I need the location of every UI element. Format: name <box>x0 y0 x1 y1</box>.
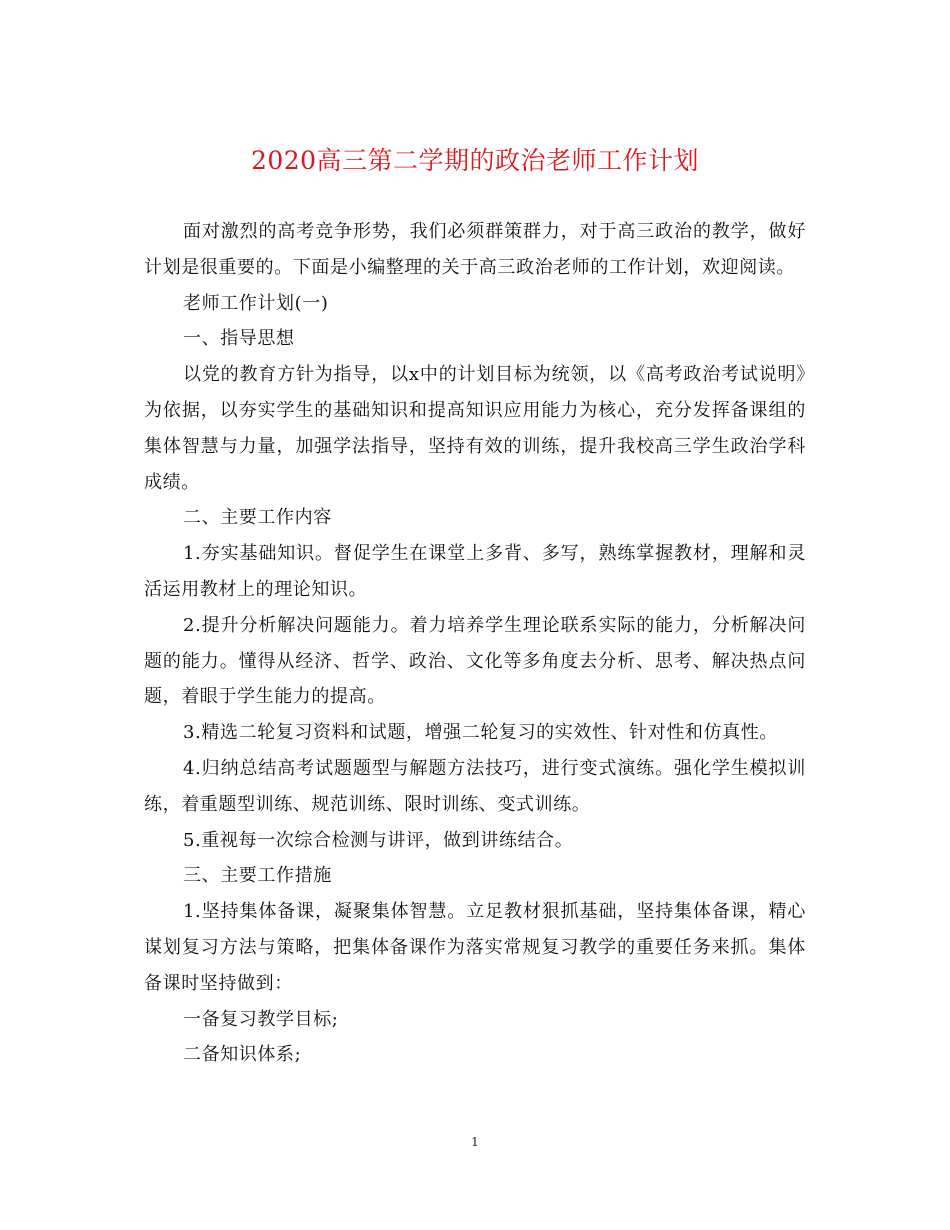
paragraph-guiding-ideology: 以党的教育方针为指导，以x中的计划目标为统领，以《高考政治考试说明》为依据，以夯实学生的基础知识和提高知识应用能力为核心，充分发挥备课组的集体智慧与力量，加强学法指导，坚持有效的训练，提升我校高三学生政治学科成绩。 <box>144 364 806 493</box>
document-title: 2020高三第二学期的政治老师工作计划 <box>250 146 700 175</box>
section-heading-measures: 三、主要工作措施 <box>183 865 332 887</box>
paragraph-plan-heading: 老师工作计划(一) <box>183 292 329 314</box>
paragraph-intro: 面对激烈的高考竞争形势，我们必须群策群力，对于高三政治的教学，做好计划是很重要的。下面是小编整理的关于高三政治老师的工作计划，欢迎阅读。 <box>144 221 806 278</box>
section-heading-guiding-ideology: 一、指导思想 <box>183 328 295 350</box>
list-item-work-1: 1.夯实基础知识。督促学生在课堂上多背、多写，熟练掌握教材，理解和灵活运用教材上的理论知识。 <box>144 543 806 600</box>
document-body <box>144 214 806 1073</box>
list-item-work-4: 4.归纳总结高考试题题型与解题方法技巧，进行变式演练。强化学生模拟训练，着重题型训练、规范训练、限时训练、变式训练。 <box>144 757 806 815</box>
list-item-work-2: 2.提升分析解决问题能力。着力培养学生理论联系实际的能力，分析解决问题的能力。懂得从经济、哲学、政治、文化等多角度去分析、思考、解决热点问题，着眼于学生能力的提高。 <box>144 614 806 708</box>
list-item-prep-1: 一备复习教学目标; <box>183 1008 339 1030</box>
list-item-work-3: 3.精选二轮复习资料和试题，增强二轮复习的实效性、针对性和仿真性。 <box>183 722 778 744</box>
page-number: 1 <box>471 1135 479 1149</box>
list-item-prep-2: 二备知识体系; <box>183 1044 302 1066</box>
list-item-measure-1: 1.坚持集体备课，凝聚集体智慧。立足教材狠抓基础，坚持集体备课，精心谋划复习方法与策略，把集体备课作为落实常规复习教学的重要任务来抓。集体备课时坚持做到： <box>144 901 806 994</box>
section-heading-main-work: 二、主要工作内容 <box>183 507 332 529</box>
list-item-work-5: 5.重视每一次综合检测与讲评，做到讲练结合。 <box>183 829 574 851</box>
